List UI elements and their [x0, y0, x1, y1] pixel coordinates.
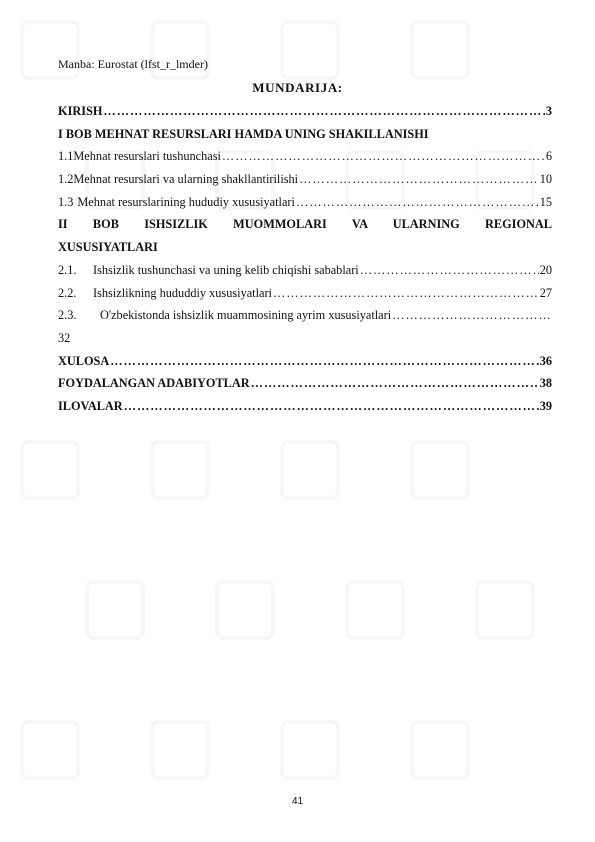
toc-entry-text: Mehnat resurslari va ularning shakllantirilishi [73, 172, 299, 187]
toc-entry-page: 36 [539, 353, 552, 368]
toc-entry-1-2[interactable] [58, 172, 552, 195]
toc-entry-text: Ishsizlik tushunchasi va uning kelib chiqishi sabablari [93, 262, 359, 277]
toc-entry-page: 39 [539, 398, 552, 413]
toc-entry-number: 2.2. [58, 285, 77, 300]
toc-title: MUNDARIJA: [252, 80, 343, 95]
toc-leader-dots [124, 399, 539, 414]
toc-entry-page: 10 [539, 172, 552, 187]
toc-leader-dots [103, 104, 544, 119]
toc-entry-page: 20 [539, 262, 552, 277]
watermark-icon [345, 580, 405, 640]
watermark-icon [280, 720, 340, 780]
page-number: 41 [291, 796, 304, 807]
toc-leader-dots [392, 308, 551, 323]
toc-leader-dots [273, 286, 539, 301]
toc-entry-page: 6 [545, 149, 552, 164]
watermark-icon [215, 580, 275, 640]
watermark-icon [410, 440, 470, 500]
toc-entry-page: 15 [539, 194, 552, 209]
toc-entry-text: Ishsizlikning hududdiy xususiyatlari [93, 285, 272, 300]
toc-entry-text: XULOSA [58, 353, 110, 368]
toc-entry-text: Mehnat resurslari tushunchasi [73, 149, 221, 164]
watermark-icon [150, 440, 210, 500]
source-note: Manba: Eurostat (lfst_r_lmder) [58, 57, 208, 71]
toc-entry-2-2[interactable] [58, 286, 552, 309]
toc-entry-number: 1.2 [58, 172, 74, 187]
table-of-contents [58, 104, 552, 422]
toc-leader-dots [110, 354, 538, 369]
toc-leader-dots [360, 263, 539, 278]
toc-chapter-1-heading[interactable] [58, 127, 552, 150]
watermark-icon [410, 20, 470, 80]
toc-entry-number: 2.1. [58, 262, 77, 277]
watermark-icon [150, 720, 210, 780]
toc-entry-adabiyotlar[interactable] [58, 376, 552, 399]
watermark-icon [280, 20, 340, 80]
watermark-icon [20, 720, 80, 780]
toc-entry-page: 38 [539, 376, 552, 391]
toc-entry-2-1[interactable] [58, 263, 552, 286]
toc-entry-text: KIRISH [58, 104, 103, 118]
toc-leader-dots [251, 376, 539, 391]
toc-entry-1-3[interactable] [58, 195, 552, 218]
toc-leader-dots [296, 195, 539, 210]
toc-chapter-2-heading-line1[interactable]: II BOB ISHSIZLIK MUOMMOLARI VA ULARNING REGIONAL [58, 217, 552, 232]
toc-entry-text: O'zbekistonda ishsizlik muammosining ayrim xususiyatlari [100, 308, 392, 323]
toc-entry-text: I BOB MEHNAT RESURSLARI HAMDA UNING SHAKILLANISHI [58, 126, 429, 141]
toc-entry-number: 1.3 [58, 194, 74, 209]
watermark-icon [280, 440, 340, 500]
watermark-icon [475, 580, 535, 640]
toc-leader-dots [299, 172, 539, 187]
toc-entry-text: ILOVALAR [58, 398, 123, 413]
watermark-icon [85, 580, 145, 640]
toc-entry-page: 32 [58, 330, 71, 345]
watermark-icon [20, 440, 80, 500]
toc-leader-dots [222, 149, 545, 164]
toc-chapter-2-heading-line2[interactable]: XUSUSIYATLARI [58, 240, 158, 255]
toc-entry-2-3[interactable] [58, 308, 552, 331]
toc-entry-page: 27 [539, 285, 552, 300]
toc-entry-text: FOYDALANGAN ADABIYOTLAR [58, 376, 250, 391]
toc-entry-xulosa[interactable] [58, 354, 552, 377]
toc-entry-1-1[interactable] [58, 149, 552, 172]
toc-entry-number: 2.3. [58, 308, 77, 323]
watermark-icon [410, 720, 470, 780]
toc-entry-text: Mehnat resurslarining hududiy xususiyatlari [77, 194, 295, 209]
toc-entry-kirish[interactable] [58, 104, 552, 127]
toc-entry-number: 1.1 [58, 149, 74, 164]
toc-entry-page: 3 [545, 104, 552, 118]
toc-entry-ilovalar[interactable] [58, 399, 552, 422]
